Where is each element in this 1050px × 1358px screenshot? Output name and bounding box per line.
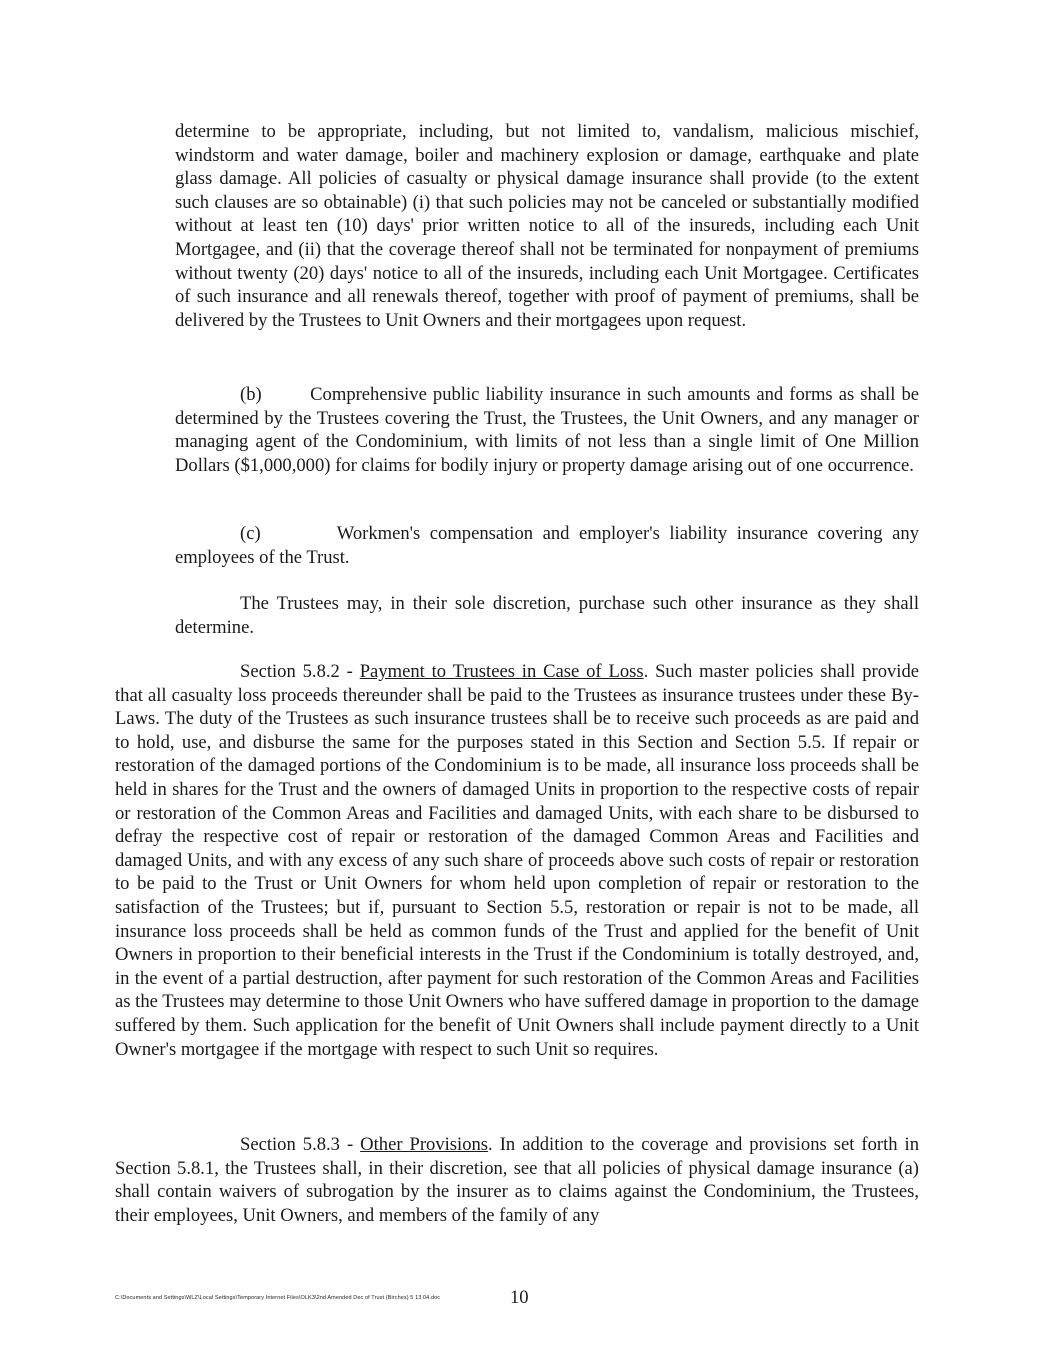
item-label-b: (b) bbox=[240, 384, 262, 405]
section-5-8-3-prefix: Section 5.8.3 - bbox=[240, 1134, 361, 1155]
section-5-8-2 bbox=[115, 660, 919, 1061]
paragraph-insurance-coverage: determine to be appropriate, including, but not limited to, vandalism, malicious mischief, windstorm and water damage, boiler and machinery explosion or damage, earthquake and plate glass damage. All policies of casualty or physical damage insurance shall provide (to the extent such clauses are so obtainable) (i) that such policies may not be canceled or substantially modified without at least ten (10) days' prior written notice to all of the insureds, including each Unit Mortgagee, and (ii) that the coverage thereof shall not be terminated for nonpayment of premiums without twenty (20) days' notice to all of the insureds, including each Unit Mortgagee. Certificates of such insurance and all renewals thereof, together with proof of payment of premiums, shall be delivered by the Trustees to Unit Owners and their mortgagees upon request. bbox=[175, 121, 919, 331]
section-5-8-3-text: . In addition to the coverage and provisions set forth in Section 5.8.1, the Trustees shall, in their discretion, see that all policies of physical damage insurance (a) shall contain waivers of subrogation by the insurer as to claims against the Condominium, the Trustees, their employees, Unit Owners, and members of the family of any bbox=[115, 1134, 920, 1226]
paragraph-other-insurance: The Trustees may, in their sole discretion, purchase such other insurance as they shall determine. bbox=[175, 593, 919, 638]
section-5-8-3 bbox=[115, 1133, 919, 1227]
section-5-8-2-text: . Such master policies shall provide that all casualty loss proceeds thereunder shall be paid to the Trustees as insurance trustees under these By-Laws. The duty of the Trustees as such insurance trustees shall be to receive such proceeds as are paid and to hold, use, and disburse the same for the purposes stated in this Section and Section 5.5. If repair or restoration of the damaged portions of the Condominium is to be made, all insurance loss proceeds shall be held in shares for the Trust and the owners of damaged Units in proportion to the respective costs of repair or restoration of the Common Areas and Facilities and damaged Units, with each share to be disbursed to defray the respective cost of repair or restoration of the damaged Common Areas and Facilities and damaged Units, and with any excess of any such share of proceeds above such costs of repair or restoration to be paid to the Trust or Unit Owners for whom held upon completion of repair or restoration to the satisfaction of the Trustees; but if, pursuant to Section 5.5, restoration or repair is not to be made, all insurance loss proceeds shall be held as common funds of the Trust and applied for the benefit of Unit Owners in proportion to their beneficial interests in the Trust if the Condominium is totally destroyed, and, in the event of a partial destruction, after payment for such restoration of the Common Areas and Facilities as the Trustees may determine to those Unit Owners who have suffered damage in proportion to the damage suffered by them. Such application for the benefit of Unit Owners shall include payment directly to a Unit Owner's mortgagee if the mortgage with respect to such Unit so requires. bbox=[115, 661, 919, 1060]
page-number: 10 bbox=[510, 1287, 529, 1308]
footer-file-path: C:\Documents and Settings\WLZ\Local Settings\Temporary Internet Files\OLK3\2nd Amended Dec of Trust (Birches) 5 13 04.doc bbox=[115, 1295, 441, 1301]
section-5-8-2-heading: Payment to Trustees in Case of Loss bbox=[359, 661, 644, 682]
section-5-8-2-prefix: Section 5.8.2 - bbox=[240, 661, 360, 682]
paragraph-b-public-liability bbox=[175, 383, 919, 477]
item-text-c: Workmen's compensation and employer's liability insurance covering any employees of the Trust. bbox=[175, 523, 920, 568]
item-text-b: Comprehensive public liability insurance in such amounts and forms as shall be determined by the Trustees covering the Trust, the Trustees, the Unit Owners, and any manager or managing agent of the Condominium, with limits of not less than a single limit of One Million Dollars ($1,000,000) for claims for bodily injury or property damage arising out of one occurrence. bbox=[175, 384, 919, 476]
section-5-8-3-heading: Other Provisions bbox=[360, 1134, 489, 1155]
paragraph-c-workmens-comp bbox=[175, 522, 919, 569]
item-label-c: (c) bbox=[240, 523, 261, 544]
